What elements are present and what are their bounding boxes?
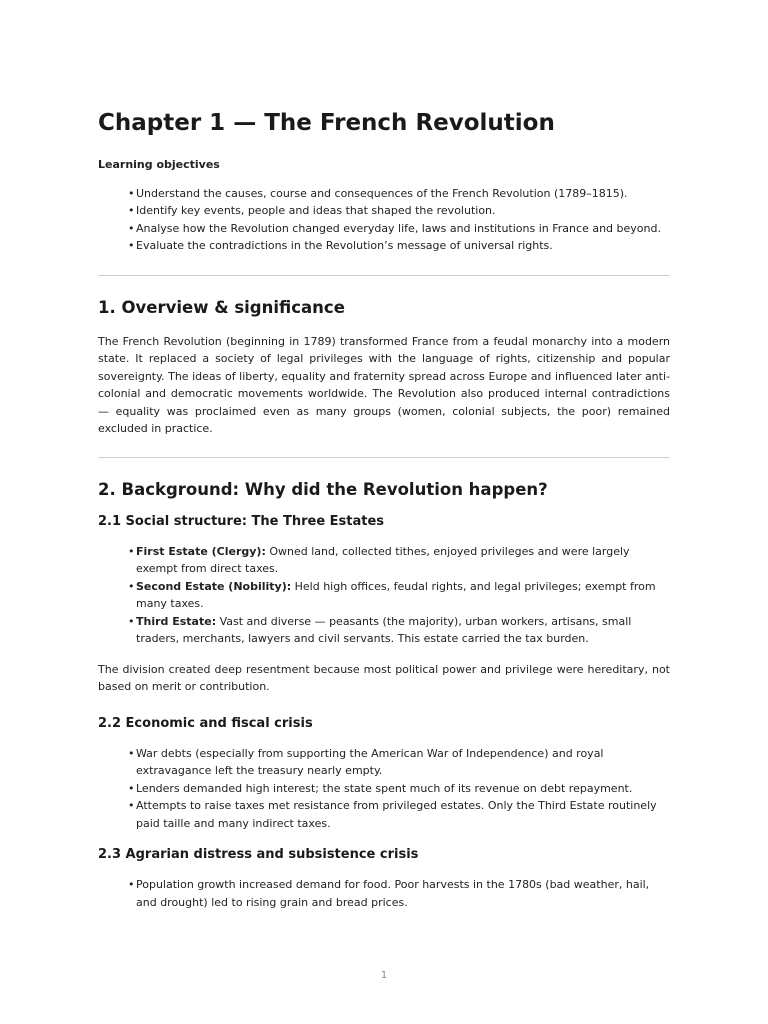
document-page (98, 110, 670, 911)
section-heading: 1. Overview & significance (98, 297, 345, 317)
subsection-heading: 2.2 Economic and fiscal crisis (98, 715, 313, 731)
learning-objectives-list (98, 185, 670, 255)
overview-paragraph: The French Revolution (beginning in 1789) transformed France from a feudal monarchy into a modern state. It replaced a society of legal privileges with the language of rights, citizenship and popular sovereignty. The ideas of liberty, equality and fraternity spread across Europe and influenced later anti-colonial and democratic movements worldwide. The Revolution also produced internal contradictions — equality was proclaimed even as many groups (women, colonial subjects, the poor) remained excluded in practice. (98, 334, 670, 436)
list-item: • Identify key events, people and ideas that shaped the revolution. (128, 202, 670, 220)
list-item: • Evaluate the contradictions in the Revolution’s message of universal rights. (128, 237, 670, 255)
term: First Estate (Clergy): (136, 544, 266, 558)
crisis-list (98, 745, 670, 833)
list-item: • Attempts to raise taxes met resistance from privileged estates. Only the Third Estate routinely paid taille and many indirect taxes. (128, 797, 670, 832)
subsection-heading: 2.1 Social structure: The Three Estates (98, 513, 385, 529)
list-item: • Lenders demanded high interest; the state spent much of its revenue on debt repayment. (128, 780, 670, 798)
list-item: • Population growth increased demand for food. Poor harvests in the 1780s (bad weather, hail, and drought) led to rising grain and bread prices. (128, 876, 670, 911)
learning-objectives-heading: Learning objectives (98, 157, 220, 171)
section-heading: 2. Background: Why did the Revolution happen? (98, 479, 548, 499)
list-item: • Analyse how the Revolution changed everyday life, laws and institutions in France and beyond. (128, 220, 670, 238)
list-item: • Third Estate: Vast and diverse — peasants (the majority), urban workers, artisans, small traders, merchants, lawyers and civil servants. This estate carried the tax burden. (128, 613, 670, 648)
divider (98, 457, 670, 458)
estates-list (98, 543, 670, 648)
list-item: • Understand the causes, course and consequences of the French Revolution (1789–1815). (128, 185, 670, 203)
term: Second Estate (Nobility): (136, 579, 292, 593)
estates-paragraph: The division created deep resentment because most political power and privilege were hereditary, not based on merit or contribution. (98, 662, 670, 694)
divider (98, 275, 670, 276)
list-item: • First Estate (Clergy): Owned land, collected tithes, enjoyed privileges and were largely exempt from direct taxes. (128, 543, 670, 578)
list-item: • Second Estate (Nobility): Held high offices, feudal rights, and legal privileges; exempt from many taxes. (128, 578, 670, 613)
chapter-title: Chapter 1 — The French Revolution (98, 110, 555, 136)
agrarian-list (98, 876, 670, 911)
subsection-heading: 2.3 Agrarian distress and subsistence crisis (98, 847, 419, 863)
term: Third Estate: (136, 614, 217, 628)
list-item: • War debts (especially from supporting the American War of Independence) and royal extravagance left the treasury nearly empty. (128, 745, 670, 780)
page-number: 1 (380, 970, 388, 981)
